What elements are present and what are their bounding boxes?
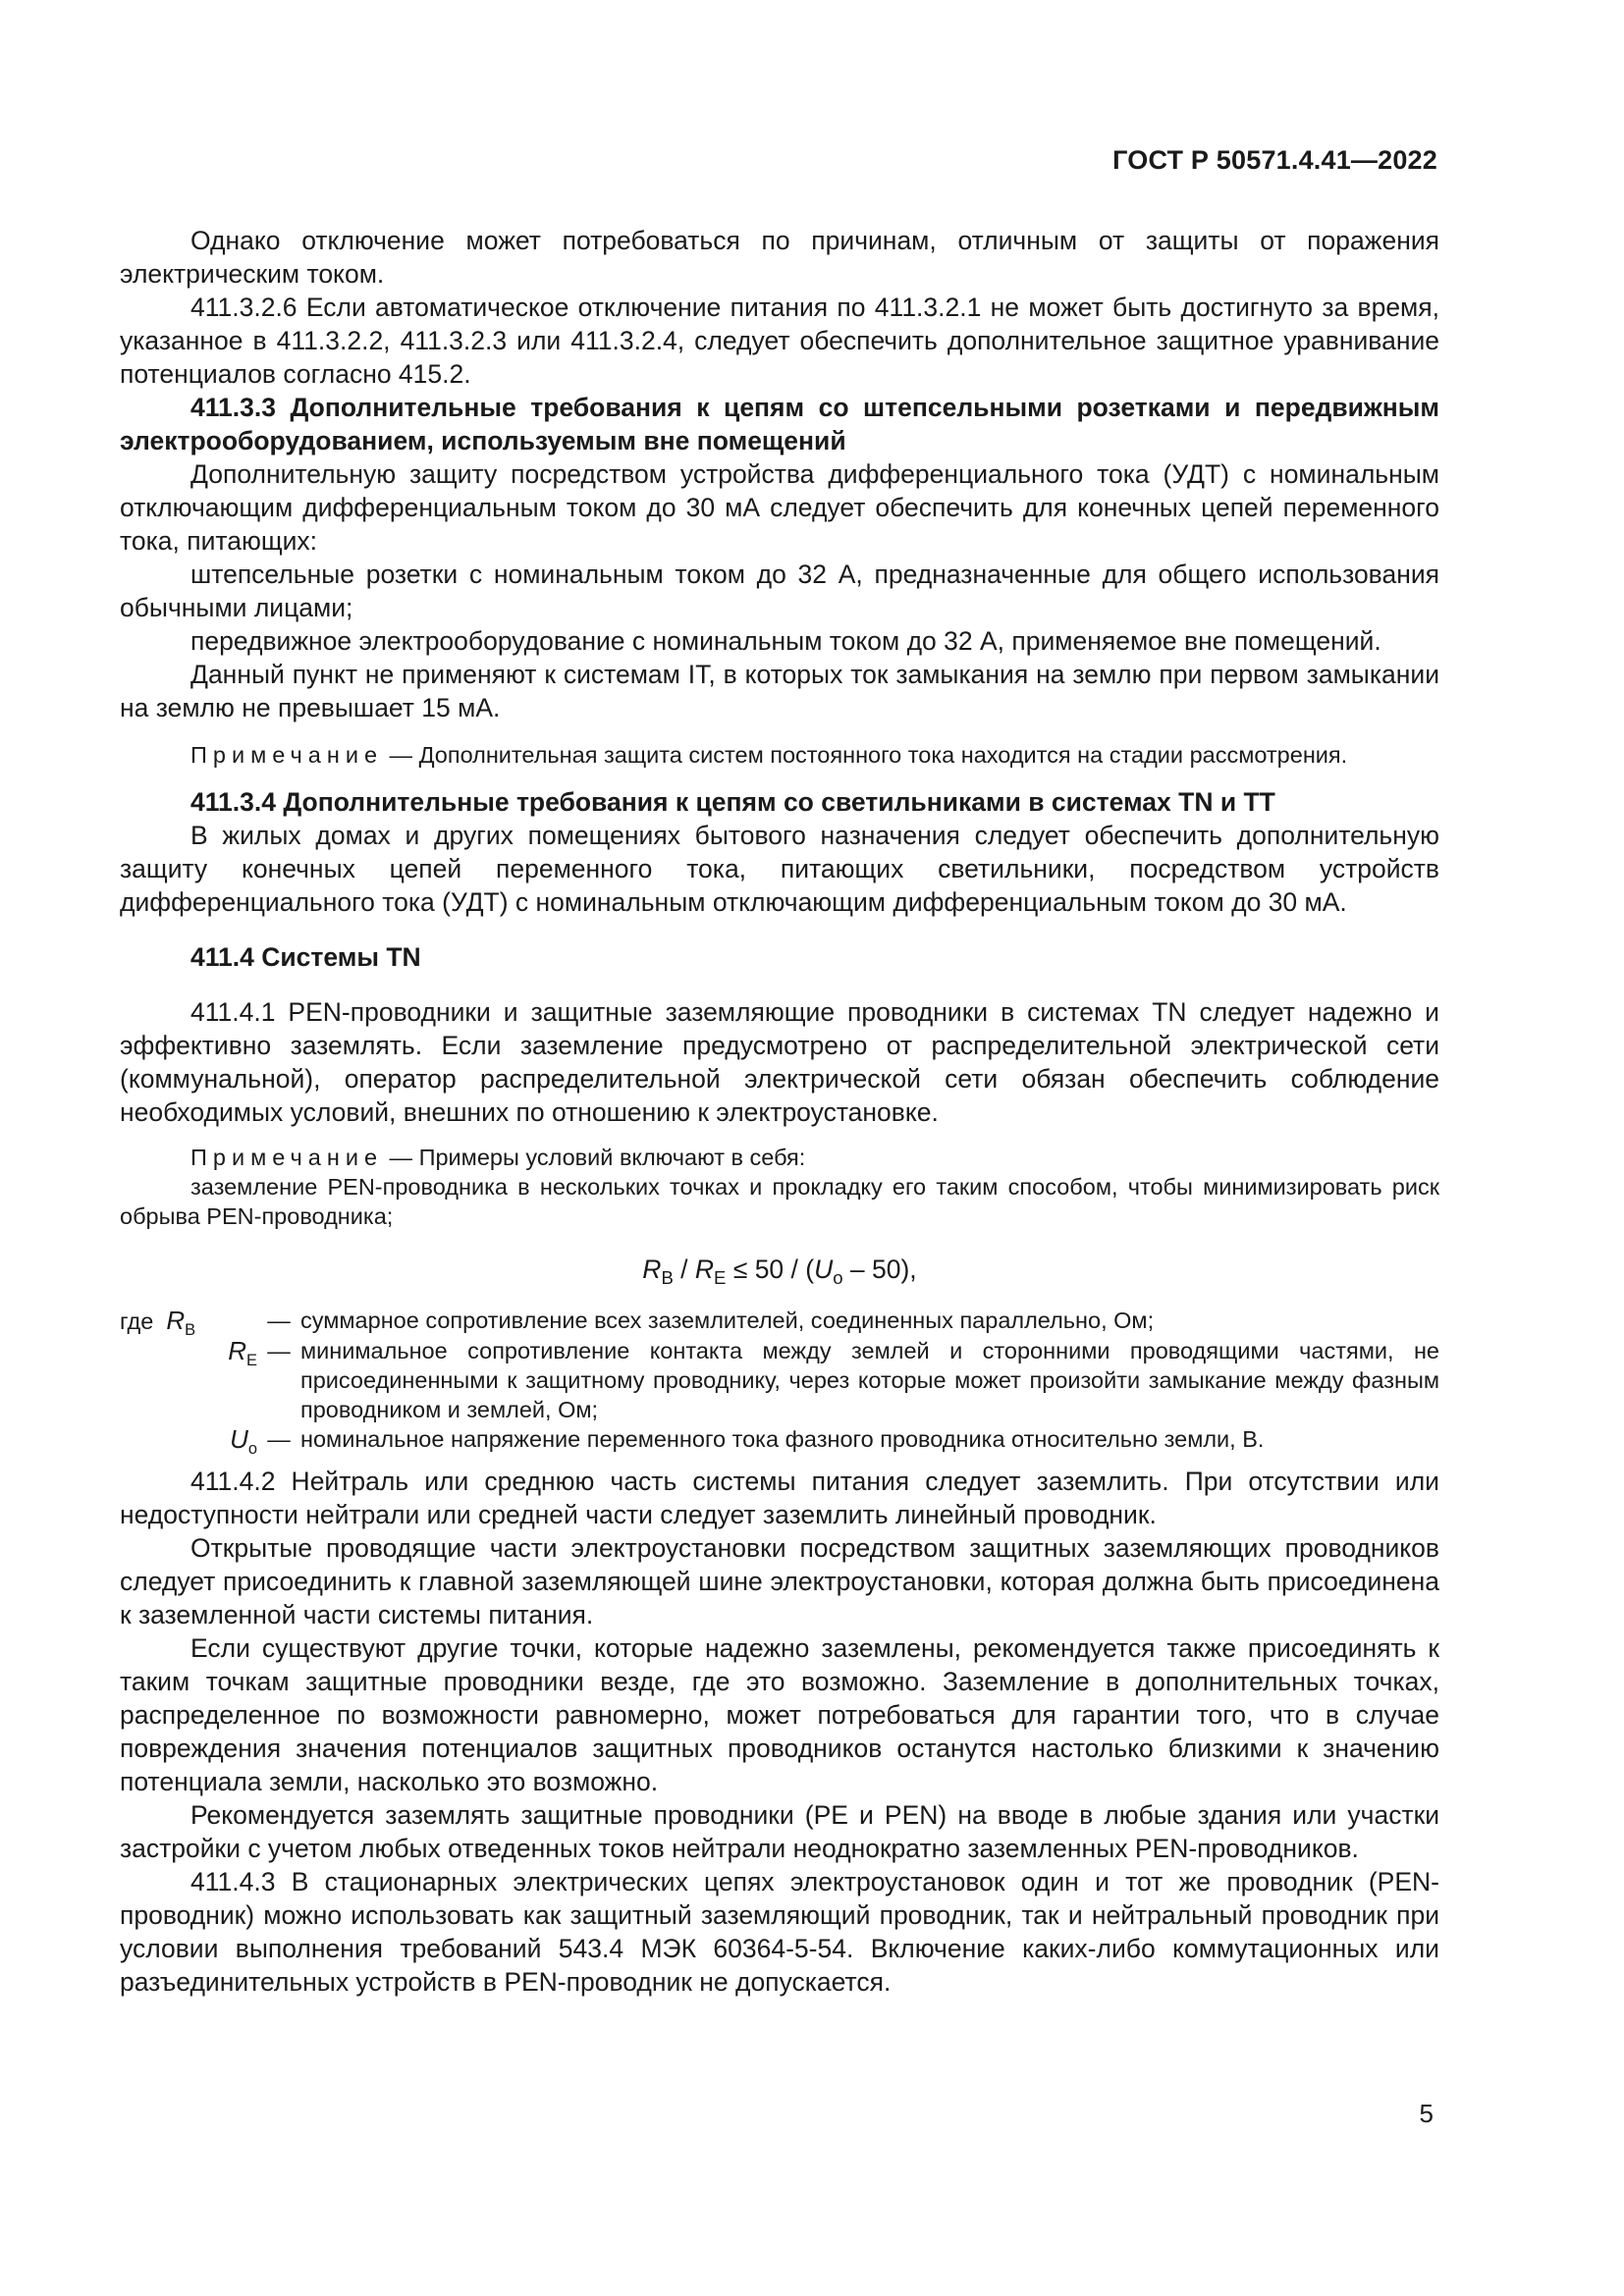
definition-text: минимальное сопротивление контакта между землей и сторонними проводящими частями, не присоединенными к защитному проводнику, через которые может произойти замыкание между фазным проводником и землей, Ом; [300, 1338, 1439, 1422]
paragraph: 411.4.3 В стационарных электрических цепях электроустановок один и тот же проводник (PEN-проводник) можно использовать как защитный заземляющий проводник, так и нейтральный проводник при условии выполнения требований 543.4 МЭК 60364-5-54. Включение каких-либо коммутационных или разъединительных устройств в PEN-проводник не допускается. [120, 1867, 1439, 1997]
definition-dash: — [267, 1308, 291, 1333]
definition-dash: — [267, 1338, 291, 1363]
formula [120, 1253, 1439, 1286]
definition-symbol: $R_E$ [228, 1336, 257, 1369]
formula-symbol: R [694, 1255, 715, 1284]
page-content [120, 224, 1439, 1999]
paragraph: Дополнительную защиту посредством устройства дифференциального тока (УДТ) с номинальным отключающим дифференциальным током до 30 мА следует обеспечить для конечных цепей переменного тока, питающих: [120, 459, 1439, 556]
paragraph: 411.3.2.6 Если автоматическое отключение питания по 411.3.2.1 не может быть достигнуто за время, указанное в 411.3.2.2, 411.3.2.3 или 411.3.2.4, следует обеспечить дополнительное защитное уравнивание потенциалов согласно 415.2. [120, 293, 1439, 389]
paragraph: передвижное электрооборудование с номинальным током до 32 А, применяемое вне помещений. [190, 626, 1381, 656]
formula-subscript: B [661, 1267, 674, 1288]
subsection-heading: 411.3.4 Дополнительные требования к цепям со светильниками в системах TN и TT [190, 787, 1275, 817]
formula-subscript: o [833, 1267, 843, 1288]
paragraph: 411.4.1 PEN-проводники и защитные заземляющие проводники в системах TN следует надежно и эффективно заземлять. Если заземление предусмотрено от распределительной электрической сети (коммунальной), оператор распределительной электрической сети обязан обеспечить соблюдение необходимых условий, внешних по отношению к электроустановке. [120, 997, 1439, 1127]
paragraph: Открытые проводящие части электроустановки посредством защитных заземляющих проводников следует присоединить к главной заземляющей шине электроустановки, которая должна быть присоединена к заземленной части системы питания. [120, 1533, 1439, 1629]
section-heading: 411.4 Системы TN [190, 942, 421, 972]
paragraph: Если существуют другие точки, которые надежно заземлены, рекомендуется также присоединять к таким точкам защитные проводники везде, где это возможно. Заземление в дополнительных точках, распределенное по возможности равномерно, может потребоваться для гарантии того, что в случае повреждения значения потенциалов защитных проводников останутся настолько близкими к значению потенциала земли, насколько это возможно. [120, 1633, 1439, 1796]
formula-text: ≤ 50 / ( [726, 1255, 815, 1284]
formula-symbol: U [814, 1255, 834, 1284]
subsection-heading: 411.3.3 Дополнительные требования к цепям со штепсельными розетками и передвижным электрооборудованием, используемым вне помещений [120, 393, 1439, 455]
page-number: 5 [1419, 2099, 1434, 2128]
note-label: Примечание [190, 742, 384, 768]
definition-text: суммарное сопротивление всех заземлителей, соединенных параллельно, Ом; [300, 1308, 1155, 1333]
paragraph: 411.4.2 Нейтраль или среднюю часть системы питания следует заземлить. При отсутствии или недоступности нейтрали или средней части следует заземлить линейный проводник. [120, 1467, 1439, 1529]
document-id: ГОСТ Р 50571.4.41—2022 [1112, 145, 1437, 175]
formula-symbol: R [642, 1255, 662, 1284]
paragraph: штепсельные розетки с номинальным током до 32 А, предназначенные для общего использования обычными лицами; [120, 560, 1439, 622]
definition-symbol: где $R_B$ [120, 1306, 196, 1339]
definition-dash: — [267, 1426, 291, 1452]
formula-text: / [673, 1255, 695, 1284]
paragraph: Рекомендуется заземлять защитные проводники (PE и PEN) на вводе в любые здания или участки застройки с учетом любых отведенных токов нейтрали неоднократно заземленных PEN-проводников. [120, 1800, 1439, 1863]
paragraph: В жилых домах и других помещениях бытового назначения следует обеспечить дополнительную защиту конечных цепей переменного тока, питающих светильники, посредством устройств дифференциального тока (УДТ) с номинальным отключающим дифференциальным током до 30 мА. [120, 821, 1439, 917]
note [120, 1143, 1439, 1172]
definition-item [120, 1424, 1439, 1458]
note-text: — Примеры условий включают в себя: [383, 1145, 806, 1170]
formula-text: – 50), [842, 1255, 917, 1284]
definition-item [120, 1336, 1439, 1424]
note-label: Примечание [190, 1145, 384, 1170]
formula-subscript: E [714, 1267, 727, 1288]
note [120, 740, 1439, 770]
definition-item [120, 1306, 1439, 1339]
paragraph: Однако отключение может потребоваться по причинам, отличным от защиты от поражения электрическим током. [120, 226, 1439, 289]
definition-symbol: $U_o$ [230, 1424, 257, 1458]
note-paragraph: заземление PEN-проводника в нескольких точках и прокладку его таким способом, чтобы минимизировать риск обрыва PEN-проводника; [120, 1174, 1439, 1229]
note-text: — Дополнительная защита систем постоянного тока находится на стадии рассмотрения. [383, 742, 1348, 768]
paragraph: Данный пункт не применяют к системам IT, в которых ток замыкания на землю при первом замыкании на землю не превышает 15 мА. [120, 660, 1439, 722]
definitions-list [120, 1306, 1439, 1458]
definition-text: номинальное напряжение переменного тока фазного проводника относительно земли, В. [300, 1426, 1265, 1452]
